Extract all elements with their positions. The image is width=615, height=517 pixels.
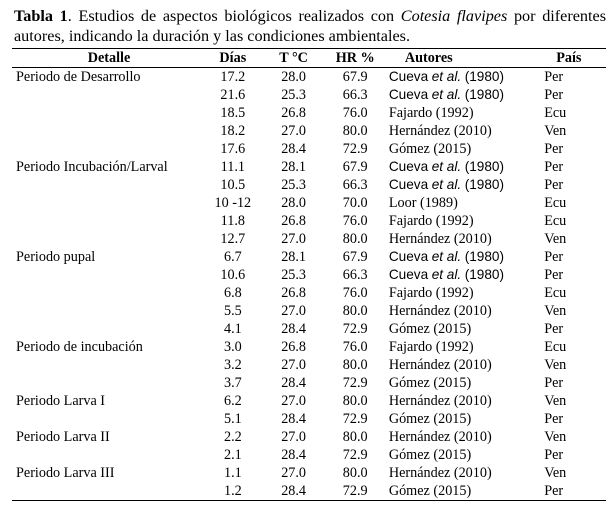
author-name: Gómez <box>388 447 430 463</box>
author-name: Fajardo <box>388 339 433 355</box>
author-year: (2015) <box>433 141 472 157</box>
cell-dias: 21.6 <box>220 87 246 103</box>
cell-humedad: 66.3 <box>342 177 368 193</box>
cell-detalle: Periodo Incubación/Larval <box>16 159 168 175</box>
author-year: (1980) <box>464 249 505 264</box>
author-year: (2010) <box>453 465 492 481</box>
author-name: Cueva <box>388 87 429 102</box>
cell-pais: Ven <box>544 303 567 319</box>
author-name: Gómez <box>388 483 430 499</box>
author-year: (1980) <box>464 177 505 192</box>
cell-detalle <box>12 176 202 194</box>
table-row <box>12 284 606 302</box>
cell-humedad: 80.0 <box>342 303 368 319</box>
cell-humedad: 67.9 <box>342 159 368 175</box>
author-name: Hernández <box>388 123 451 139</box>
table-row <box>12 428 606 446</box>
cell-humedad: 67.9 <box>342 69 368 85</box>
table-row <box>12 320 606 338</box>
author-etal: et al. <box>431 69 462 84</box>
cell-pais: Per <box>544 321 564 337</box>
cell-temperatura: 27.0 <box>281 393 307 409</box>
author-year: (2010) <box>453 357 492 373</box>
cell-autores <box>387 194 542 212</box>
cell-autores <box>387 482 542 501</box>
author-year: (2015) <box>433 483 472 499</box>
table-row <box>12 446 606 464</box>
cell-detalle: Periodo Larva II <box>16 429 110 445</box>
cell-autores <box>387 86 542 104</box>
cell-humedad: 76.0 <box>342 105 368 121</box>
table-row <box>12 122 606 140</box>
cell-autores <box>387 266 542 284</box>
author-name: Cueva <box>388 159 429 174</box>
header-dias: Días <box>202 49 264 68</box>
cell-detalle <box>12 86 202 104</box>
table-row <box>12 266 606 284</box>
cell-pais: Per <box>544 177 564 193</box>
author-year: (1992) <box>435 105 474 121</box>
author-name: Fajardo <box>388 105 433 121</box>
header-humedad: HR % <box>324 49 387 68</box>
cell-dias: 3.2 <box>223 357 242 373</box>
cell-temperatura: 26.8 <box>281 285 307 301</box>
cell-temperatura: 26.8 <box>281 213 307 229</box>
cell-detalle <box>12 356 202 374</box>
table-row <box>12 86 606 104</box>
table-row <box>12 230 606 248</box>
cell-pais: Per <box>544 249 564 265</box>
cell-autores <box>387 122 542 140</box>
table-row <box>12 248 606 266</box>
table-row <box>12 464 606 482</box>
table-header-row <box>12 49 606 68</box>
cell-dias: 10 -12 <box>214 195 252 211</box>
author-name: Cueva <box>388 69 429 84</box>
cell-temperatura: 26.8 <box>281 105 307 121</box>
table-row <box>12 140 606 158</box>
cell-autores <box>387 248 542 266</box>
cell-pais: Ven <box>544 123 567 139</box>
cell-pais: Ven <box>544 465 567 481</box>
cell-detalle <box>12 302 202 320</box>
cell-detalle: Periodo de incubación <box>16 339 143 355</box>
cell-dias: 18.5 <box>220 105 246 121</box>
author-etal: et al. <box>431 159 462 174</box>
table-row <box>12 104 606 122</box>
table-body <box>12 68 606 501</box>
cell-autores <box>387 374 542 392</box>
table-row <box>12 392 606 410</box>
cell-autores <box>387 104 542 122</box>
cell-dias: 6.7 <box>223 249 242 265</box>
cell-pais: Ecu <box>544 105 567 121</box>
cell-dias: 18.2 <box>220 123 246 139</box>
cell-humedad: 72.9 <box>342 375 368 391</box>
cell-dias: 1.1 <box>223 465 242 481</box>
author-name: Fajardo <box>388 213 433 229</box>
table-row <box>12 482 606 501</box>
cell-temperatura: 27.0 <box>281 465 307 481</box>
table-row <box>12 356 606 374</box>
cell-pais: Ven <box>544 357 567 373</box>
cell-autores <box>387 356 542 374</box>
cell-dias: 6.2 <box>223 393 242 409</box>
cell-dias: 5.5 <box>223 303 242 319</box>
cell-dias: 3.0 <box>223 339 242 355</box>
cell-dias: 2.1 <box>223 447 242 463</box>
cell-temperatura: 28.1 <box>281 249 307 265</box>
cell-autores <box>387 464 542 482</box>
cell-temperatura: 27.0 <box>281 303 307 319</box>
cell-detalle: Periodo de Desarrollo <box>16 69 141 85</box>
author-name: Gómez <box>388 321 430 337</box>
cell-detalle <box>12 446 202 464</box>
cell-temperatura: 25.3 <box>281 87 307 103</box>
table-row <box>12 176 606 194</box>
cell-temperatura: 28.0 <box>281 195 307 211</box>
cell-autores <box>387 140 542 158</box>
data-table <box>12 48 606 501</box>
cell-detalle: Periodo Larva III <box>16 465 115 481</box>
cell-humedad: 66.3 <box>342 87 368 103</box>
cell-autores <box>387 212 542 230</box>
cell-dias: 17.2 <box>220 69 246 85</box>
author-etal: et al. <box>431 87 462 102</box>
author-name: Cueva <box>388 177 429 192</box>
cell-detalle: Periodo Larva I <box>16 393 106 409</box>
author-name: Hernández <box>388 465 451 481</box>
cell-pais: Ecu <box>544 213 567 229</box>
cell-temperatura: 28.0 <box>281 69 307 85</box>
cell-temperatura: 28.4 <box>281 375 307 391</box>
cell-autores <box>387 338 542 356</box>
table-row <box>12 212 606 230</box>
cell-humedad: 80.0 <box>342 429 368 445</box>
cell-dias: 1.2 <box>202 482 264 501</box>
cell-temperatura: 28.4 <box>281 321 307 337</box>
header-detalle: Detalle <box>12 49 202 68</box>
header-pais: País <box>542 49 606 68</box>
cell-autores <box>387 68 542 87</box>
cell-humedad: 76.0 <box>342 213 368 229</box>
cell-humedad: 72.9 <box>342 321 368 337</box>
cell-humedad: 70.0 <box>342 195 368 211</box>
cell-pais: Per <box>544 411 564 427</box>
cell-autores <box>387 446 542 464</box>
cell-temperatura: 28.4 <box>264 482 324 501</box>
cell-temperatura: 28.1 <box>281 159 307 175</box>
cell-detalle <box>12 320 202 338</box>
cell-dias: 6.8 <box>223 285 242 301</box>
cell-autores <box>387 392 542 410</box>
caption-species: Cotesia flavipes <box>400 7 508 25</box>
cell-temperatura: 27.0 <box>281 429 307 445</box>
cell-dias: 4.1 <box>223 321 242 337</box>
cell-autores <box>387 428 542 446</box>
cell-autores <box>387 284 542 302</box>
author-year: (1980) <box>464 267 505 282</box>
cell-temperatura: 27.0 <box>281 123 307 139</box>
author-year: (1992) <box>435 213 474 229</box>
cell-temperatura: 28.4 <box>281 447 307 463</box>
cell-humedad: 80.0 <box>342 465 368 481</box>
table-row <box>12 338 606 356</box>
cell-humedad: 72.9 <box>324 482 387 501</box>
cell-dias: 10.6 <box>220 267 246 283</box>
table-row <box>12 302 606 320</box>
cell-temperatura: 25.3 <box>281 267 307 283</box>
cell-temperatura: 27.0 <box>281 231 307 247</box>
cell-pais: Per <box>544 159 564 175</box>
cell-dias: 11.8 <box>220 213 245 229</box>
cell-humedad: 80.0 <box>342 123 368 139</box>
author-etal: et al. <box>431 249 462 264</box>
author-name: Gómez <box>388 141 430 157</box>
cell-humedad: 80.0 <box>342 393 368 409</box>
author-year: (1980) <box>464 69 505 84</box>
cell-pais: Per <box>542 482 606 501</box>
cell-temperatura: 25.3 <box>281 177 307 193</box>
cell-detalle <box>12 482 202 501</box>
cell-humedad: 72.9 <box>342 141 368 157</box>
cell-dias: 2.2 <box>223 429 242 445</box>
cell-humedad: 76.0 <box>342 285 368 301</box>
cell-pais: Ven <box>544 393 567 409</box>
author-name: Hernández <box>388 303 451 319</box>
cell-humedad: 72.9 <box>342 447 368 463</box>
cell-humedad: 72.9 <box>342 411 368 427</box>
author-year: (1992) <box>435 339 474 355</box>
author-year: (2010) <box>453 123 492 139</box>
author-name: Cueva <box>388 249 429 264</box>
cell-pais: Ecu <box>544 339 567 355</box>
cell-detalle <box>12 230 202 248</box>
table-row <box>12 410 606 428</box>
cell-autores <box>387 176 542 194</box>
cell-pais: Ven <box>544 231 567 247</box>
cell-detalle <box>12 284 202 302</box>
author-year: (2015) <box>433 411 472 427</box>
cell-pais: Ecu <box>544 285 567 301</box>
cell-temperatura: 27.0 <box>281 357 307 373</box>
cell-detalle <box>12 104 202 122</box>
cell-dias: 17.6 <box>220 141 246 157</box>
cell-detalle <box>12 212 202 230</box>
cell-detalle <box>12 194 202 212</box>
table-row <box>12 68 606 87</box>
cell-temperatura: 28.4 <box>281 141 307 157</box>
author-year: (2010) <box>453 303 492 319</box>
cell-autores <box>387 230 542 248</box>
cell-dias: 12.7 <box>220 231 246 247</box>
table-row <box>12 158 606 176</box>
cell-pais: Per <box>544 267 564 283</box>
cell-pais: Ecu <box>544 195 567 211</box>
cell-temperatura: 26.8 <box>281 339 307 355</box>
caption-label: Tabla 1 <box>14 7 68 25</box>
table-caption <box>14 6 606 46</box>
author-year: (2015) <box>433 447 472 463</box>
author-year: (1980) <box>464 87 505 102</box>
author-name: Gómez <box>388 411 430 427</box>
caption-text-after: por diferentes autores, indicando la duración y las condiciones ambientales. <box>14 7 607 45</box>
header-autores: Autores <box>387 49 542 68</box>
cell-pais: Per <box>544 69 564 85</box>
author-name: Hernández <box>388 429 451 445</box>
author-year: (2010) <box>453 429 492 445</box>
author-year: (2010) <box>453 231 492 247</box>
cell-autores <box>387 410 542 428</box>
cell-pais: Per <box>544 447 564 463</box>
table-row <box>12 374 606 392</box>
cell-humedad: 80.0 <box>342 231 368 247</box>
author-year: (2015) <box>433 375 472 391</box>
cell-autores <box>387 302 542 320</box>
cell-detalle <box>12 266 202 284</box>
author-name: Gómez <box>388 375 430 391</box>
cell-pais: Per <box>544 375 564 391</box>
cell-pais: Ven <box>544 429 567 445</box>
cell-temperatura: 28.4 <box>281 411 307 427</box>
cell-humedad: 67.9 <box>342 249 368 265</box>
cell-dias: 10.5 <box>220 177 246 193</box>
author-name: Hernández <box>388 357 451 373</box>
author-name: Cueva <box>388 267 429 282</box>
table-row <box>12 194 606 212</box>
author-name: Loor <box>388 195 417 211</box>
cell-detalle <box>12 122 202 140</box>
author-year: (1989) <box>419 195 458 211</box>
cell-pais: Per <box>544 141 564 157</box>
caption-text-before: . Estudios de aspectos biológicos realizados con <box>67 7 401 25</box>
cell-detalle <box>12 140 202 158</box>
author-name: Fajardo <box>388 285 433 301</box>
cell-autores <box>387 158 542 176</box>
author-year: (2015) <box>433 321 472 337</box>
author-name: Hernández <box>388 231 451 247</box>
cell-dias: 3.7 <box>223 375 242 391</box>
cell-dias: 5.1 <box>223 411 242 427</box>
cell-humedad: 80.0 <box>342 357 368 373</box>
cell-humedad: 66.3 <box>342 267 368 283</box>
author-year: (1980) <box>464 159 505 174</box>
cell-humedad: 76.0 <box>342 339 368 355</box>
header-temperatura: T °C <box>264 49 324 68</box>
cell-pais: Per <box>544 87 564 103</box>
cell-detalle <box>12 374 202 392</box>
author-etal: et al. <box>431 267 462 282</box>
author-name: Hernández <box>388 393 451 409</box>
author-year: (1992) <box>435 285 474 301</box>
cell-dias: 11.1 <box>220 159 245 175</box>
cell-autores <box>387 320 542 338</box>
cell-detalle <box>12 410 202 428</box>
author-year: (2010) <box>453 393 492 409</box>
cell-detalle: Periodo pupal <box>16 249 96 265</box>
author-etal: et al. <box>431 177 462 192</box>
